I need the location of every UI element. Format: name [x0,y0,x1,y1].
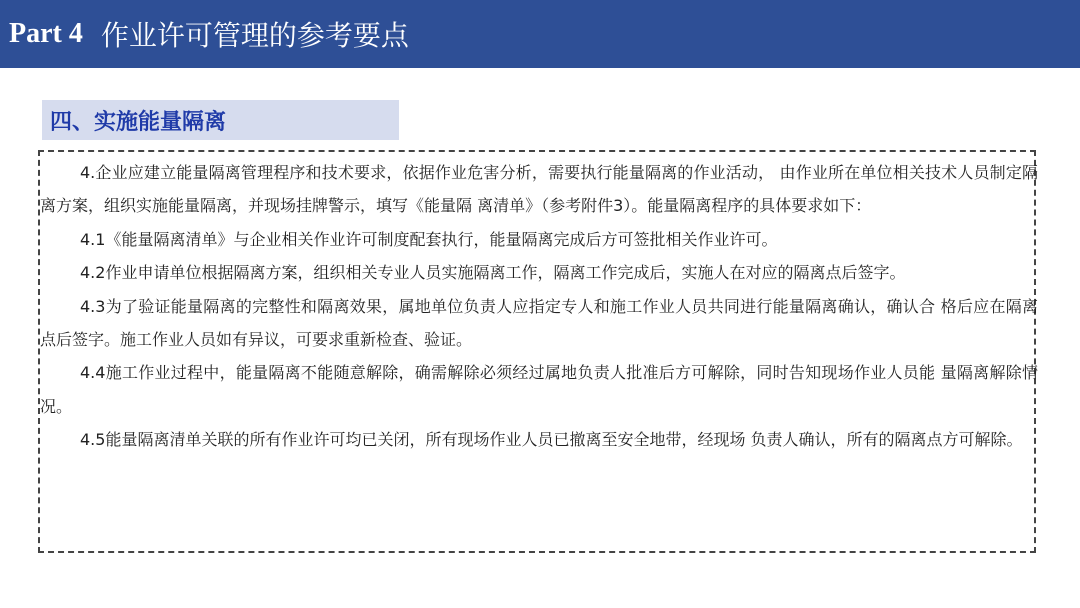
paragraph-4-4: 4.4施工作业过程中，能量隔离不能随意解除，确需解除必须经过属地负责人批准后方可解除，同时告知现场作业人员能 量隔离解除情况。 [40,363,1038,416]
paragraph-4-5: 4.5能量隔离清单关联的所有作业许可均已关闭，所有现场作业人员已撤离至安全地带，经现场 负责人确认，所有的隔离点方可解除。 [80,430,1023,450]
header-bar [0,0,1080,68]
paragraph-4-3: 4.3为了验证能量隔离的完整性和隔离效果，属地单位负责人应指定专人和施工作业人员共同进行能量隔离确认，确认合 格后应在隔离点后签字。施工作业人员如有异议，可要求重新检查、验证。 [40,296,1038,350]
paragraph-intro: 4.企业应建立能量隔离管理程序和技术要求，依据作业危害分析，需要执行能量隔离的作业活动， 由作业所在单位相关技术人员制定隔离方案，组织实施能量隔离，并现场挂牌警示，填写《能量隔 离清单》（参考附件3）。能量隔离程序的具体要求如下： [40,163,1038,216]
part-label: Part 4 [9,18,83,49]
content-text [40,156,1038,457]
paragraph-4-2: 4.2作业申请单位根据隔离方案，组织相关专业人员实施隔离工作，隔离工作完成后，实施人在对应的隔离点后签字。 [80,263,906,283]
content-box [38,150,1036,553]
paragraph-4-1: 4.1《能量隔离清单》与企业相关作业许可制度配套执行，能量隔离完成后方可签批相关作业许可。 [80,229,778,249]
section-heading-box [42,100,399,140]
section-title: 四、实施能量隔离 [50,109,227,135]
page-title: 作业许可管理的参考要点 [100,19,409,52]
